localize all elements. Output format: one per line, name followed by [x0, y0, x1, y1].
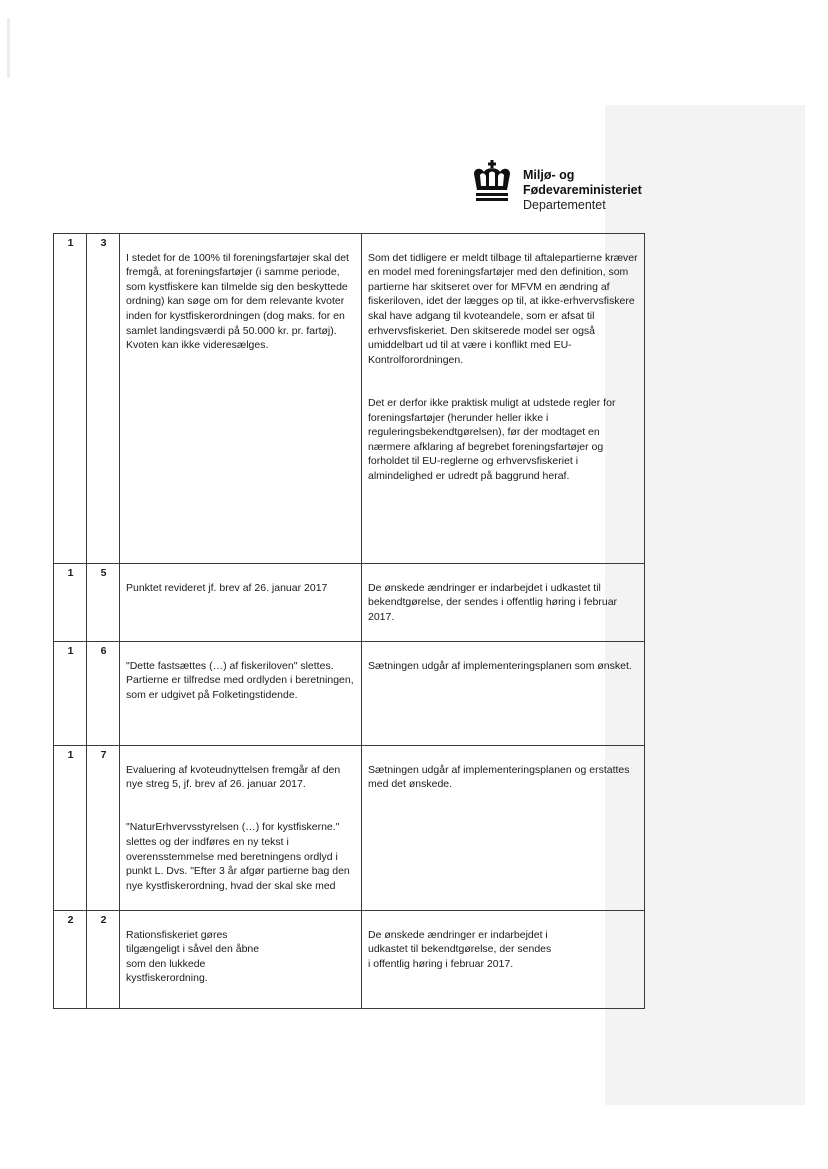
item-number: 6	[87, 641, 120, 745]
request-cell	[120, 641, 362, 745]
item-number: 7	[87, 745, 120, 910]
table-row	[54, 641, 645, 745]
request-text: Evaluering af kvoteudnyttelsen fremgår af den nye streg 5, jf. brev af 26. januar 2017.	[126, 763, 341, 791]
ministry-name-line1: Miljø- og	[523, 168, 575, 182]
response-text: Sætningen udgår af implementeringsplanen som ønsket.	[368, 659, 632, 672]
request-text: Punktet revideret jf. brev af 26. januar 2017	[126, 581, 328, 594]
table-row	[54, 745, 645, 910]
request-cell	[120, 564, 362, 642]
table-row	[54, 910, 645, 1008]
item-number: 5	[87, 564, 120, 642]
letterhead	[470, 158, 670, 218]
response-text: Det er derfor ikke praktisk muligt at udstede regler for foreningsfartøjer (herunder heller ikke i reguleringsbekendtgørelsen), før der modtaget en nærmere afklaring af begrebet foreningsfartøjer og forholdet til EU-reglerne og erhvervsfiskeriet i almindelighed er udredt på baggrund heraf.	[368, 396, 616, 482]
implementation-table	[53, 233, 645, 1009]
response-cell	[362, 745, 645, 910]
request-text: I stedet for de 100% til foreningsfartøjer skal det fremgå, at foreningsfartøjer (i samme periode, som kystfiskere kan tilmelde sig den beskyttede ordning) kan søge om for dem relevante kvoter inden for kystfiskerordningen (dog maks. for en samlet landingsværdi på 50.000 kr. pr. fartøj). Kvoten kan ikke videresælges.	[126, 251, 349, 352]
section-number: 2	[54, 910, 87, 1008]
scan-margin-mark	[7, 18, 10, 78]
ministry-name-line2: Fødevareministeriet	[523, 183, 642, 197]
response-cell	[362, 641, 645, 745]
response-text: Sætningen udgår af implementeringsplanen og erstattes med det ønskede.	[368, 763, 630, 791]
section-number: 1	[54, 564, 87, 642]
section-number: 1	[54, 234, 87, 564]
item-number: 2	[87, 910, 120, 1008]
table-row	[54, 564, 645, 642]
section-number: 1	[54, 745, 87, 910]
response-text: Som det tidligere er meldt tilbage til aftalepartierne kræver en model med foreningsfartøjer med den definition, som partierne har skitseret over for MFVM en ændring af fiskeriloven, idet der lægges op til, at ikke-erhvervsfiskere skal have adgang til kvoteandele, som er afsat til erhvervsfiskeriet. Den skitserede model ser også umiddelbart ud til at være i konflikt med EU-Kontrolforordningen.	[368, 251, 638, 366]
request-text: Rationsfiskeriet gøres tilgængeligt i såvel den åbne som den lukkede kystfiskerordning.	[126, 928, 260, 985]
item-number: 3	[87, 234, 120, 564]
crown-logo-icon	[470, 160, 514, 204]
response-cell	[362, 564, 645, 642]
request-text: "Dette fastsættes (…) af fiskeriloven" slettes. Partierne er tilfredse med ordlyden i beretningen, som er udgivet på Folketingstidende.	[126, 659, 354, 701]
response-text: De ønskede ændringer er indarbejdet i udkastet til bekendtgørelse, der sendes i offentlig høring i februar 2017.	[368, 928, 552, 970]
response-cell	[362, 234, 645, 564]
response-cell	[362, 910, 645, 1008]
response-text: De ønskede ændringer er indarbejdet i udkastet til bekendtgørelse, der sendes i offentlig høring i februar 2017.	[368, 581, 618, 623]
table-row	[54, 234, 645, 564]
request-text: "NaturErhvervsstyrelsen (…) for kystfiskerne." slettes og der indføres en ny tekst i overensstemmelse med beretningens ordlyd i punkt L. Dvs. "Efter 3 år afgør partierne bag den nye kystfiskerordning, hvad der skal ske med	[126, 821, 350, 892]
request-cell	[120, 745, 362, 910]
request-cell	[120, 234, 362, 564]
section-number: 1	[54, 641, 87, 745]
request-cell	[120, 910, 362, 1008]
department-name: Departementet	[523, 198, 606, 212]
